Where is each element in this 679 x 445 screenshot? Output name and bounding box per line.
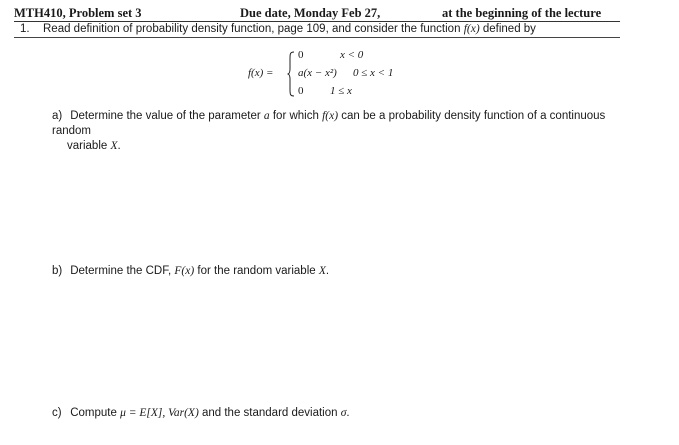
part-c-end: . (346, 407, 350, 419)
question-func: f(x) (463, 23, 480, 35)
left-brace-icon (287, 51, 295, 97)
question-number: 1. (20, 23, 30, 35)
part-b-text1: Determine the CDF, (70, 265, 172, 277)
part-c-label: c) (52, 407, 62, 419)
question-intro-text: Read definition of probability density function, page 109, and consider the function (43, 23, 461, 35)
due-time: at the beginning of the lecture (442, 6, 602, 20)
case-2-expr: a(x − x²) (298, 67, 337, 79)
part-a-func: f(x) (322, 110, 339, 122)
part-a-param: a (263, 110, 270, 122)
due-date: Due date, Monday Feb 27, (240, 6, 381, 20)
case-2-cond: 0 ≤ x < 1 (353, 67, 394, 79)
document-header (14, 6, 620, 22)
part-c (52, 406, 350, 421)
part-a-text1: Determine the value of the parameter (70, 110, 261, 122)
part-a-var: X (110, 140, 118, 152)
question-intro-end: defined by (482, 23, 536, 35)
piecewise-definition (248, 47, 408, 99)
part-a-text3: can be a probability density function of a continuous random (52, 110, 606, 137)
part-c-mu: μ = E[X], Var(X) (120, 407, 199, 419)
part-a-label: a) (52, 110, 63, 122)
part-a (52, 109, 627, 154)
header-rule (14, 21, 620, 22)
part-b-cdf: F(x) (174, 265, 195, 277)
part-a-end: . (117, 140, 121, 152)
part-c-text2: and the standard deviation (201, 407, 338, 419)
part-b (52, 264, 329, 279)
part-c-sigma: σ (340, 407, 347, 419)
course-title: MTH410, Problem set 3 (14, 6, 142, 20)
part-a-text2: for which (272, 110, 319, 122)
question-rule (14, 37, 620, 38)
part-b-var: X (318, 265, 326, 277)
part-a-text4: variable (67, 140, 108, 152)
part-b-text2: for the random variable (197, 265, 316, 277)
question-intro (43, 23, 536, 35)
case-1-expr: 0 (298, 49, 304, 61)
part-b-label: b) (52, 265, 63, 277)
case-1-cond: x < 0 (340, 49, 364, 61)
part-b-end: . (325, 265, 330, 277)
case-3-cond: 1 ≤ x (330, 85, 352, 97)
piecewise-lhs: f(x) = (248, 67, 274, 79)
case-3-expr: 0 (298, 85, 304, 97)
part-c-text1: Compute (70, 407, 117, 419)
